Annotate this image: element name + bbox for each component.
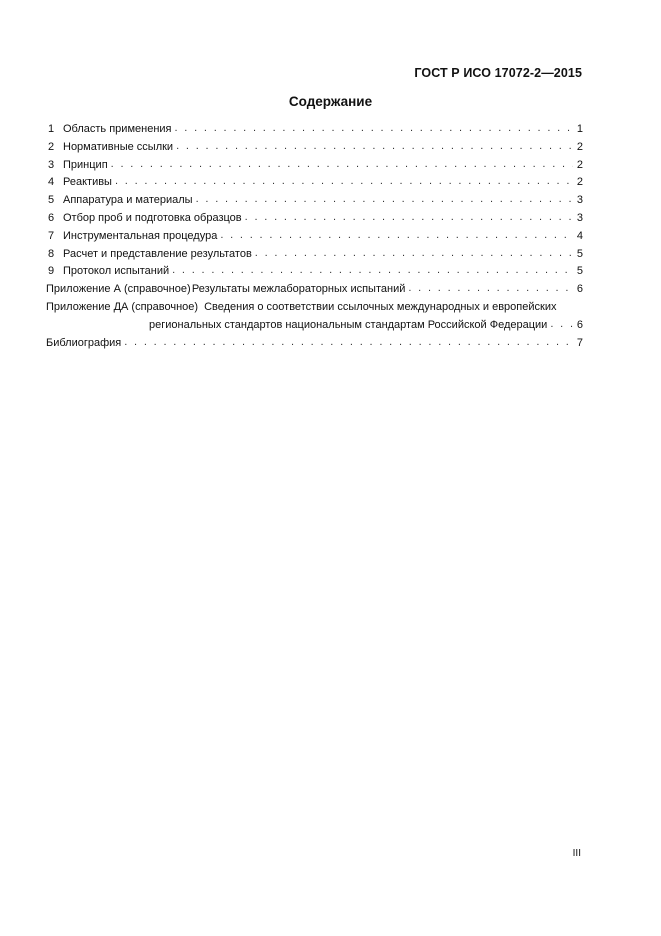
toc-entry-8[interactable] xyxy=(46,246,583,264)
toc-entry-label: Библиография xyxy=(46,336,122,349)
toc-entry-5[interactable] xyxy=(46,192,583,210)
toc-entry-appendix-a[interactable] xyxy=(46,281,583,299)
dot-leader xyxy=(255,245,573,263)
dot-leader xyxy=(111,156,573,174)
toc-entry-label: Расчет и представление результатов xyxy=(63,247,252,260)
dot-leader xyxy=(115,173,573,191)
toc-entry-7[interactable] xyxy=(46,228,583,246)
toc-entry-number: 8 xyxy=(48,247,55,260)
page-number: III xyxy=(572,848,581,859)
toc-entry-number: 2 xyxy=(48,140,55,153)
toc-entry-label: Отбор проб и подготовка образцов xyxy=(63,211,242,224)
toc-entry-label-line2: региональных стандартов национальным стандартам Российской Федерации xyxy=(149,318,548,331)
dot-leader xyxy=(176,138,573,156)
toc-entry-number: 1 xyxy=(48,123,55,135)
toc-entry-label: Протокол испытаний xyxy=(63,265,170,278)
dot-leader xyxy=(408,280,573,298)
toc-entry-page: 3 xyxy=(576,211,583,224)
toc-entry-page: 5 xyxy=(576,265,583,278)
toc-entry-page: 2 xyxy=(576,158,583,171)
toc-entry-4[interactable] xyxy=(46,174,583,192)
toc-entry-label: Аппаратура и материалы xyxy=(63,194,193,207)
toc-entry-number: 9 xyxy=(48,265,55,278)
toc-entry-page: 1 xyxy=(576,123,583,135)
toc-entry-label: Область применения xyxy=(63,123,172,135)
toc-entry-label: Принцип xyxy=(63,158,108,171)
toc-entry-page: 5 xyxy=(576,247,583,260)
toc-entry-page: 6 xyxy=(576,318,583,331)
dot-leader xyxy=(124,334,573,352)
toc-entry-page: 2 xyxy=(576,140,583,153)
toc-entry-1[interactable] xyxy=(46,121,583,139)
toc-entry-label: Инструментальная процедура xyxy=(63,229,218,242)
toc-entry-page: 6 xyxy=(576,283,583,296)
appendix-prefix: Приложение ДА (справочное) xyxy=(46,300,199,313)
toc-entry-number: 3 xyxy=(48,158,55,171)
toc-entry-6[interactable] xyxy=(46,210,583,228)
toc-entry-page: 2 xyxy=(576,176,583,189)
toc-entry-page: 3 xyxy=(576,194,583,207)
toc-entry-appendix-da[interactable] xyxy=(46,299,583,335)
toc-entry-bibliography[interactable] xyxy=(46,335,583,353)
toc-entry-2[interactable] xyxy=(46,139,583,157)
toc-entry-9[interactable] xyxy=(46,263,583,281)
appendix-prefix: Приложение А (справочное) xyxy=(46,283,191,296)
toc-title: Содержание xyxy=(288,94,373,109)
toc-entry-label: Реактивы xyxy=(63,176,112,189)
dot-leader xyxy=(550,316,574,334)
toc-entry-label: Результаты межлабораторных испытаний xyxy=(191,283,406,296)
standard-code: ГОСТ Р ИСО 17072-2—2015 xyxy=(414,66,582,80)
toc-entry-number: 7 xyxy=(48,229,55,242)
toc-entry-number: 4 xyxy=(48,176,55,189)
toc-entry-number: 6 xyxy=(48,211,55,224)
toc-entry-label: Нормативные ссылки xyxy=(63,140,174,153)
dot-leader xyxy=(175,120,574,138)
toc-entry-number: 5 xyxy=(48,194,55,207)
dot-leader xyxy=(172,262,573,280)
toc-entry-page: 7 xyxy=(576,336,583,349)
toc-entry-3[interactable] xyxy=(46,157,583,175)
dot-leader xyxy=(220,227,573,245)
table-of-contents xyxy=(46,121,583,352)
toc-entry-page: 4 xyxy=(576,229,583,242)
toc-entry-label-line1: Сведения о соответствии ссылочных международных и европейских xyxy=(204,300,557,313)
dot-leader xyxy=(196,191,573,209)
dot-leader xyxy=(245,209,573,227)
